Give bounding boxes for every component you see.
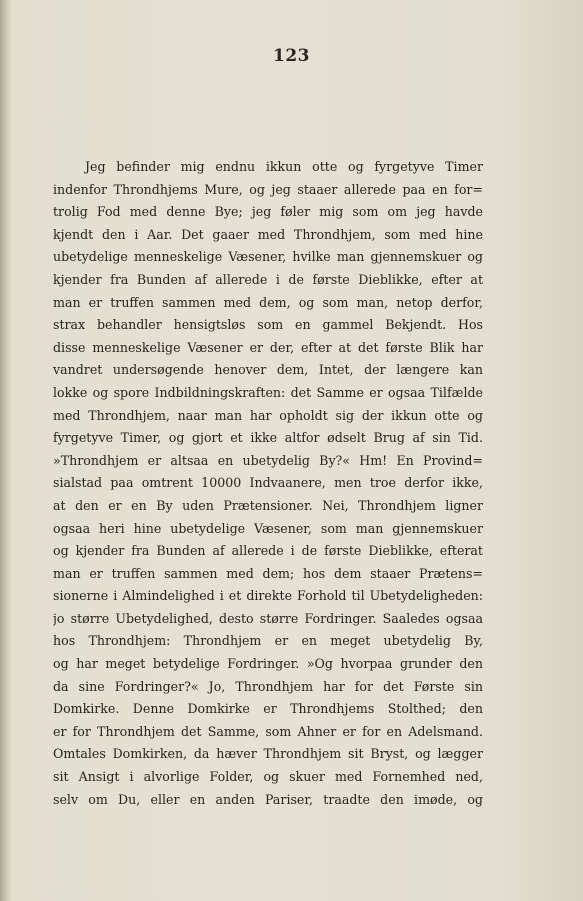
text-line: jo større Ubetydelighed, desto større Fordringer. Saaledes ogsaa: [53, 610, 483, 626]
page-gutter-shadow: [0, 0, 10, 901]
text-line: selv om Du, eller en anden Pariser, traadte den imøde, og: [53, 791, 483, 807]
text-line: og kjender fra Bunden af allerede i de første Dieblikke, efterat: [53, 543, 483, 559]
text-line: sialstad paa omtrent 10000 Indvaanere, men troe derfor ikke,: [53, 475, 483, 491]
text-line: disse menneskelige Væsener er der, efter at det første Blik har: [53, 339, 483, 355]
text-line: »Throndhjem er altsaa en ubetydelig By?« Hm! En Provind=: [53, 452, 483, 468]
text-line: ogsaa heri hine ubetydelige Væsener, som man gjennemskuer: [53, 520, 483, 536]
body-text: [53, 156, 483, 811]
text-line: vandret undersøgende henover dem, Intet, der længere kan: [53, 362, 483, 378]
text-line: strax behandler hensigtsløs som en gammel Bekjendt. Hos: [53, 317, 483, 333]
text-line: hos Throndhjem: Throndhjem er en meget ubetydelig By,: [53, 633, 483, 649]
text-line: man er truffen sammen med dem, og som man, netop derfor,: [53, 294, 483, 310]
text-line: og har meget betydelige Fordringer. »Og hvorpaa grunder den: [53, 656, 483, 672]
text-line: sit Ansigt i alvorlige Folder, og skuer med Fornemhed ned,: [53, 769, 483, 785]
text-line: Domkirke. Denne Domkirke er Throndhjems Stolthed; den: [53, 701, 483, 717]
text-line: sionerne i Almindelighed i et direkte Forhold til Ubetydeligheden:: [53, 588, 483, 604]
text-line: ubetydelige menneskelige Væsener, hvilke man gjennemskuer og: [53, 249, 483, 265]
text-line: kjendt den i Aar. Det gaaer med Throndhjem, som med hine: [53, 226, 483, 242]
text-line: med Throndhjem, naar man har opholdt sig der ikkun otte og: [53, 407, 483, 423]
text-line: Jeg befinder mig endnu ikkun otte og fyrgetyve Timer: [85, 159, 483, 174]
text-line: fyrgetyve Timer, og gjort et ikke altfor ødselt Brug af sin Tid.: [53, 430, 483, 446]
text-line: Omtales Domkirken, da hæver Throndhjem sit Bryst, og lægger: [53, 746, 483, 762]
page-number: 123: [273, 46, 310, 66]
text-line: indenfor Throndhjems Mure, og jeg staaer allerede paa en for=: [53, 181, 483, 197]
text-line: at den er en By uden Prætensioner. Nei, Throndhjem ligner: [53, 497, 483, 513]
text-line: kjender fra Bunden af allerede i de første Dieblikke, efter at: [53, 271, 483, 287]
text-line: er for Throndhjem det Samme, som Ahner er for en Adelsmand.: [53, 723, 483, 739]
text-line: da sine Fordringer?« Jo, Throndhjem har for det Første sin: [53, 678, 483, 694]
text-line: trolig Fod med denne Bye; jeg føler mig som om jeg havde: [53, 204, 483, 220]
text-line: lokke og spore Indbildningskraften: det Samme er ogsaa Tilfælde: [53, 384, 483, 400]
text-line: man er truffen sammen med dem; hos dem staaer Prætens=: [53, 565, 483, 581]
